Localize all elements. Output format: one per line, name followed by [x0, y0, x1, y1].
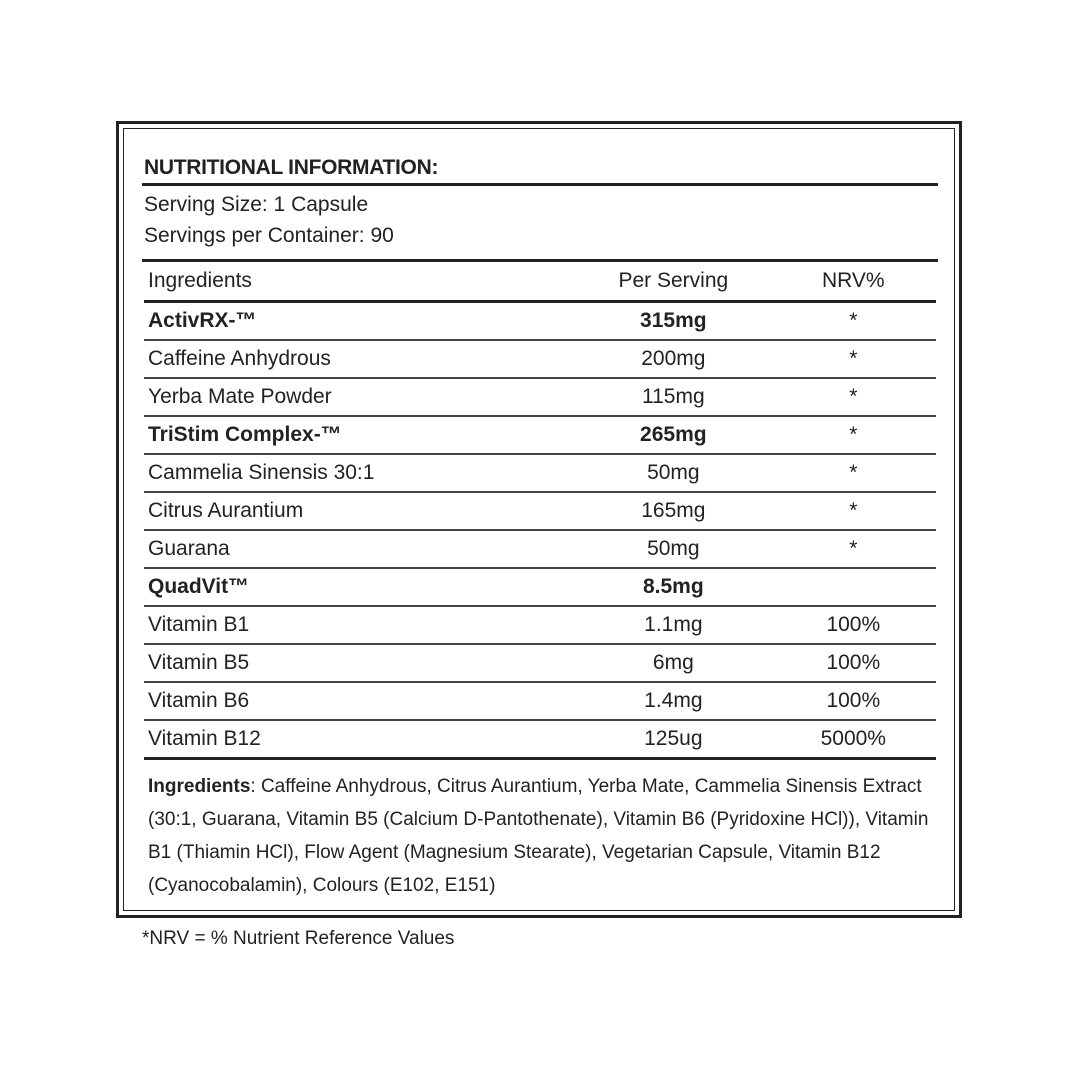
table-row [144, 531, 936, 569]
ingredient-name: Guarana [148, 537, 230, 560]
nrv-value: * [849, 537, 858, 560]
table-body [144, 303, 936, 760]
per-serving-value: 200mg [641, 347, 706, 370]
per-serving-value: 1.4mg [644, 689, 703, 712]
table-row [144, 493, 936, 531]
table-row [144, 341, 936, 379]
nrv-value: 5000% [820, 727, 886, 750]
ingredient-name: QuadVit™ [148, 575, 250, 598]
nrv-value: 100% [826, 613, 881, 636]
per-serving-value: 125ug [644, 727, 703, 750]
per-serving-value: 315mg [640, 309, 707, 332]
ingredients-list [144, 760, 936, 902]
table-row [144, 645, 936, 683]
table-row [144, 303, 936, 341]
table-header [144, 262, 936, 303]
table-row [144, 569, 936, 607]
ingredient-name: Vitamin B6 [148, 689, 250, 712]
nrv-value: 100% [826, 651, 881, 674]
per-serving-value: 165mg [641, 499, 706, 522]
table-row [144, 683, 936, 721]
per-serving-value: 6mg [652, 651, 694, 674]
nrv-value: * [849, 499, 858, 522]
per-serving-value: 115mg [642, 385, 705, 408]
per-serving-value: 265mg [640, 423, 707, 446]
header-ingredients: Ingredients [148, 269, 252, 292]
ingredient-name: Vitamin B12 [148, 727, 261, 750]
nrv-value: * [849, 309, 858, 332]
ingredients-text: : Caffeine Anhydrous, Citrus Aurantium, Yerba Mate, Cammelia Sinensis Extract (30:1, Guarana, Vitamin B5 (Calcium D-Pantothenate), Vitamin B6 (Pyridoxine HCl)), Vitamin B1 (Thiamin HCl), Flow Agent (Magnesium Stearate), Vegetarian Capsule, Vitamin B12 (Cyanocobalamin), Colours (E102, E151) [148, 776, 929, 896]
per-serving-value: 50mg [647, 537, 700, 560]
table-row [144, 417, 936, 455]
ingredient-name: Cammelia Sinensis 30:1 [148, 461, 375, 484]
serving-size: Serving Size: 1 Capsule [144, 193, 369, 216]
per-serving-value: 50mg [647, 461, 700, 484]
nrv-value: 100% [826, 689, 881, 712]
nrv-value: * [849, 347, 858, 370]
table-row [144, 379, 936, 417]
ingredient-name: Caffeine Anhydrous [148, 347, 331, 370]
table-row [144, 721, 936, 760]
table-row [144, 455, 936, 493]
ingredient-name: TriStim Complex-™ [148, 423, 342, 446]
ingredient-name: Yerba Mate Powder [148, 385, 332, 408]
ingredient-name: Citrus Aurantium [148, 499, 304, 522]
nrv-footnote: *NRV = % Nutrient Reference Values [142, 928, 455, 949]
nutrition-panel-inner [123, 128, 955, 911]
serving-info [144, 186, 936, 259]
nrv-value: * [849, 385, 858, 408]
servings-per-container: Servings per Container: 90 [144, 224, 394, 247]
per-serving-value: 1.1mg [644, 613, 703, 636]
panel-title: NUTRITIONAL INFORMATION: [144, 156, 439, 179]
table-row [144, 607, 936, 645]
nrv-value: * [849, 461, 858, 484]
per-serving-value: 8.5mg [642, 575, 704, 598]
header-nrv: NRV% [821, 269, 885, 292]
ingredient-name: Vitamin B5 [148, 651, 250, 674]
header-per-serving: Per Serving [618, 269, 729, 292]
ingredient-name: Vitamin B1 [148, 613, 250, 636]
ingredient-name: ActivRX-™ [148, 309, 257, 332]
ingredients-label: Ingredients [148, 776, 251, 797]
nrv-value: * [849, 423, 858, 446]
nutrition-panel [116, 121, 962, 918]
